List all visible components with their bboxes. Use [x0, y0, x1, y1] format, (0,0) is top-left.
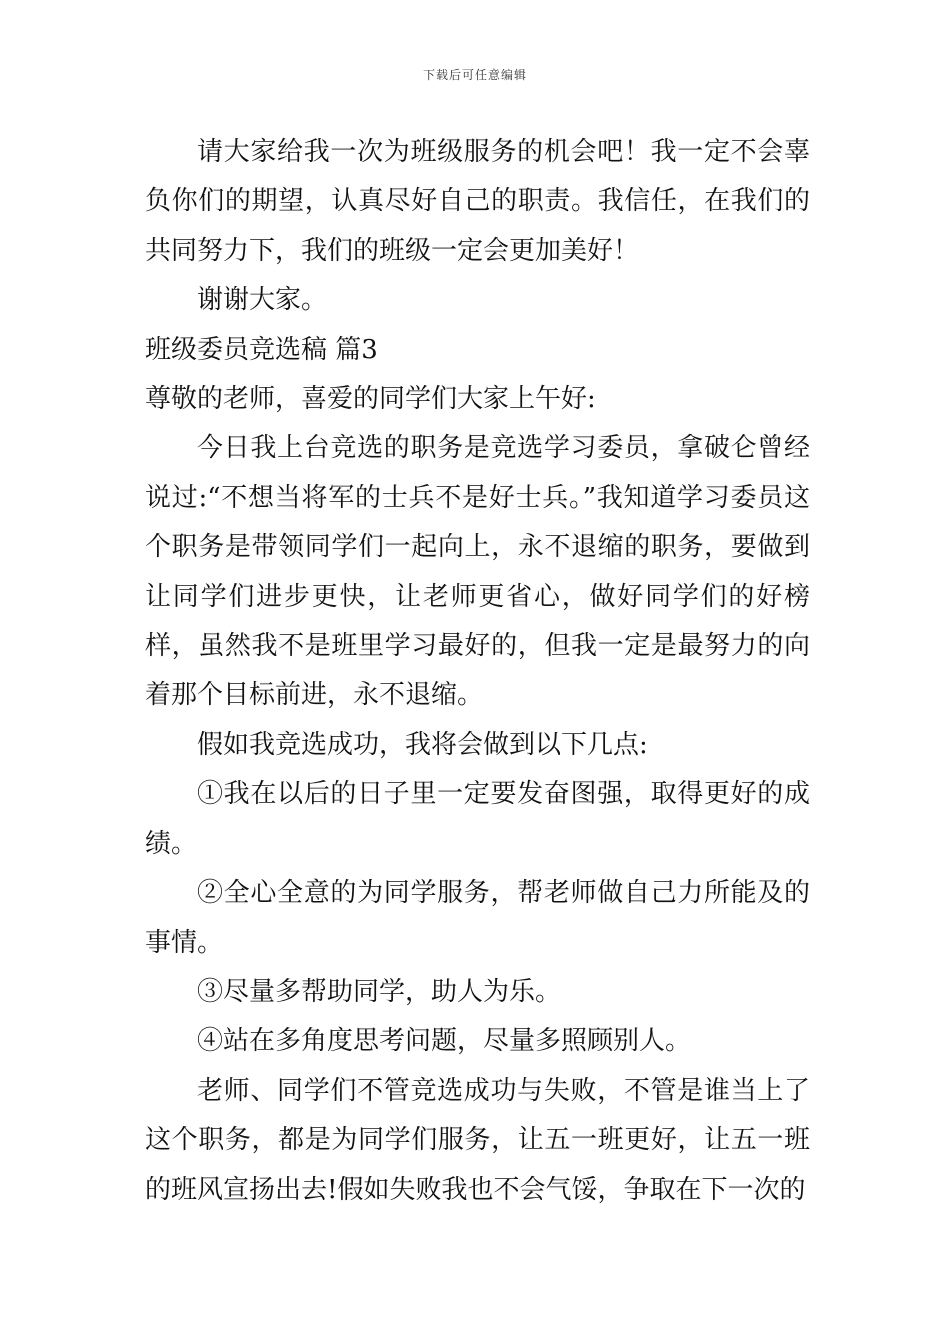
promise-item-2: ②全心全意的为同学服务，帮老师做自己力所能及的事情。	[145, 878, 810, 958]
promise-item-4: ④站在多角度思考问题，尽量多照顾别人。	[197, 1026, 692, 1057]
paragraph-conclusion: 老师、同学们不管竞选成功与失败，不管是谁当上了这个职务，都是为同学们服务，让五一班更好，让五一班的班风宣扬出去!假如失败我也不会气馁，争取在下一次的	[145, 1075, 810, 1205]
promise-item-3: ③尽量多帮助同学，助人为乐。	[197, 976, 562, 1007]
header-note: 下载后可任意编辑	[422, 68, 527, 82]
paragraph-closing-appeal: 请大家给我一次为班级服务的机会吧！我一定不会辜负你们的期望，认真尽好自己的职责。我信任，在我们的共同努力下，我们的班级一定会更加美好！	[145, 137, 810, 266]
paragraph-thanks: 谢谢大家。	[197, 285, 328, 316]
document-body	[145, 128, 810, 1215]
salutation: 尊敬的老师，喜爱的同学们大家上午好:	[145, 384, 596, 415]
paragraph-introduction: 今日我上台竞选的职务是竞选学习委员，拿破仑曾经说过:“不想当将军的士兵不是好士兵。”我知道学习委员这个职务是带领同学们一起向上，永不退缩的职务，要做到让同学们进步更快，让老师更省心，做好同学们的好榜样，虽然我不是班里学习最好的，但我一定是最努力的向着那个目标前进，永不退缩。	[145, 433, 810, 711]
section-title: 班级委员竞选稿 篇3	[145, 334, 378, 365]
paragraph-promises-intro: 假如我竞选成功，我将会做到以下几点:	[197, 729, 648, 760]
promise-item-1: ①我在以后的日子里一定要发奋图强，取得更好的成绩。	[145, 779, 810, 859]
